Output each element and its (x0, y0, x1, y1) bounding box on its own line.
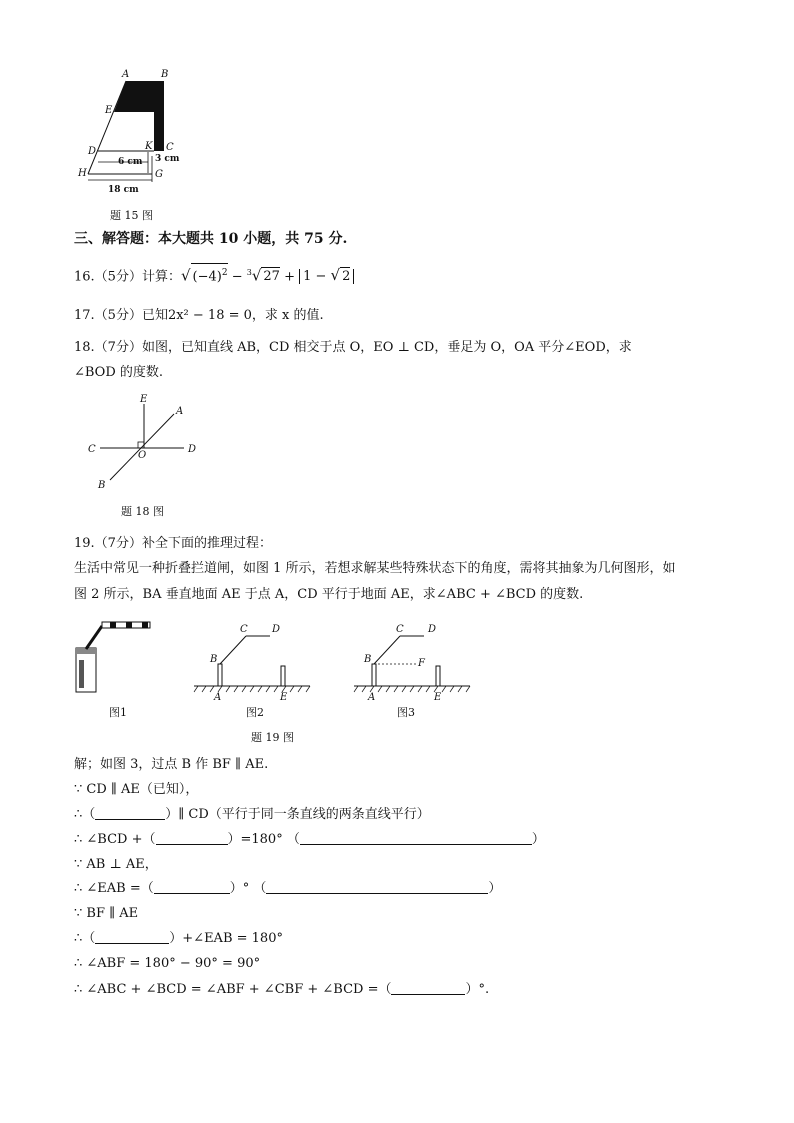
fig19-3-label-b: B (364, 654, 372, 665)
fig15-label-e: E (105, 105, 113, 116)
fig18-caption: 题 18 图 (121, 505, 164, 518)
fig19-2-label-c: C (240, 624, 248, 635)
solution-step-3: ∴（ ）∥ CD（平行于同一条直线的两条直线平行） (74, 807, 430, 822)
question-18-line2: ∠BOD 的度数. (74, 365, 164, 380)
fig19-caption: 题 19 图 (251, 731, 294, 744)
fig15-label-g: G (155, 169, 163, 180)
fig15-dim-18cm: 18 cm (108, 185, 139, 195)
fig19-3-label-e: E (434, 692, 442, 703)
solution-step-2: ∵ CD ∥ AE（已知）， (74, 782, 199, 797)
fig15-label-b: B (161, 69, 169, 80)
question-16: 16.（5分）计算：√ $(-4)^2 - ^3√$ 27 + 1 − √ 2 (74, 263, 354, 286)
solution-step-4: ∴ ∠BCD +（ ）=180° （ ） (74, 832, 545, 847)
fig19-2-label-b: B (210, 654, 218, 665)
figure-18 (84, 392, 204, 492)
blank-7[interactable] (391, 982, 465, 995)
fig18-label-e: E (140, 394, 148, 405)
fig18-label-a: A (176, 406, 184, 417)
figure-19-2 (192, 618, 312, 704)
figure-15 (76, 66, 186, 196)
blank-1[interactable] (95, 807, 165, 820)
solution-step-6: ∴ ∠EAB =（ ）° （ ） (74, 881, 502, 896)
figure-19-3 (352, 618, 472, 704)
fig15-caption: 题 15 图 (110, 209, 153, 222)
blank-2[interactable] (156, 832, 228, 845)
fig19-3-label-a: A (368, 692, 376, 703)
fig15-dim-6cm: 6 cm (118, 157, 143, 167)
fig15-label-d: D (88, 146, 97, 157)
solution-step-8: ∴（ ）+∠EAB = 180° (74, 931, 283, 946)
solution-step-9: ∴ ∠ABF = 180° − 90° = 90° (74, 956, 261, 971)
blank-3[interactable] (300, 832, 532, 845)
question-18-line1: 18.（7分）如图，已知直线 AB，CD 相交于点 O，EO ⊥ CD，垂足为 O，OA 平分∠EOD，求 (74, 340, 632, 355)
fig15-label-h: H (78, 168, 87, 179)
q16-abs: 1 − √ 2 (299, 269, 354, 284)
fig15-label-c: C (166, 142, 174, 153)
blank-4[interactable] (154, 881, 230, 894)
fig19-3-label-f: F (418, 658, 425, 669)
fig19-1-caption: 图1 (109, 706, 127, 719)
fig18-label-c: C (88, 444, 96, 455)
fig18-label-d: D (188, 444, 197, 455)
fig19-3-label-d: D (428, 624, 437, 635)
fig15-label-a: A (122, 69, 130, 80)
question-17: 17.（5分）已知2x² − 18 = 0，求 x 的值. (74, 308, 324, 323)
fig18-label-b: B (98, 480, 106, 491)
blank-6[interactable] (95, 931, 169, 944)
q16-radicand: $(-4)^2$ (191, 263, 228, 286)
solution-step-1: 解；如图 3，过点 B 作 BF ∥ AE. (74, 757, 269, 772)
fig18-label-o: O (138, 450, 147, 461)
fig15-label-k: K (145, 141, 153, 152)
figure-19-1 (70, 616, 160, 698)
fig19-2-label-a: A (214, 692, 222, 703)
question-19-line3: 图 2 所示，BA 垂直地面 AE 于点 A，CD 平行于地面 AE，求∠ABC + ∠BCD 的度数. (74, 587, 584, 602)
fig19-2-caption: 图2 (246, 706, 264, 719)
fig19-2-label-e: E (280, 692, 288, 703)
solution-step-7: ∵ BF ∥ AE (74, 906, 139, 921)
solution-step-10: ∴ ∠ABC + ∠BCD = ∠ABF + ∠CBF + ∠BCD =（ ）°. (74, 982, 490, 997)
fig15-dim-3cm: 3 cm (155, 154, 180, 164)
blank-5[interactable] (266, 881, 488, 894)
fig19-2-label-d: D (272, 624, 281, 635)
q16-label: 16.（5分）计算： (74, 269, 181, 285)
solution-step-5: ∵ AB ⊥ AE， (74, 857, 158, 872)
fig19-3-label-c: C (396, 624, 404, 635)
question-19-line1: 19.（7分）补全下面的推理过程： (74, 536, 272, 551)
section-title: 三、解答题：本大题共 10 小题，共 75 分. (74, 231, 348, 247)
fig19-3-caption: 图3 (397, 706, 415, 719)
question-19-line2: 生活中常见一种折叠拦道闸，如图 1 所示，若想求解某些特殊状态下的角度，需将其抽象为几何图形，如 (74, 561, 676, 576)
